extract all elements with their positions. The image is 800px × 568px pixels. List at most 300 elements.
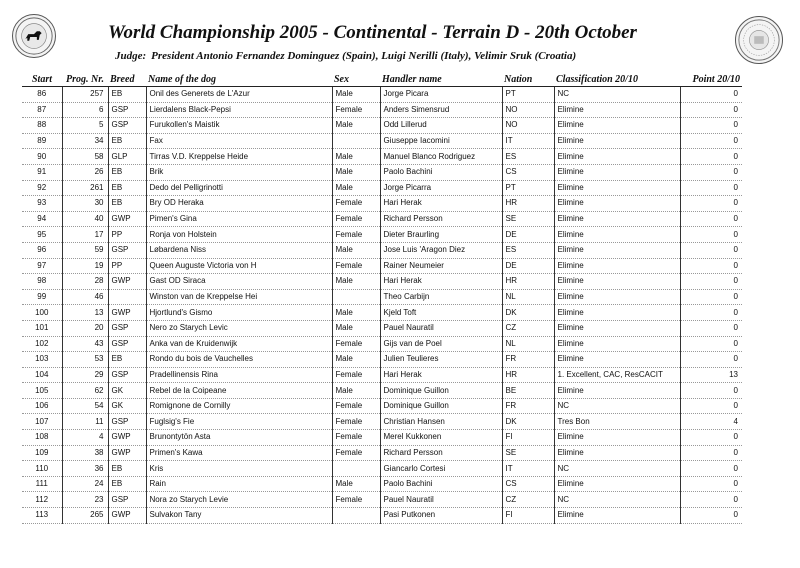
- classification-cell: Elimine: [554, 164, 680, 180]
- nation-cell: FR: [502, 398, 554, 414]
- column-header-sex: Sex: [332, 74, 380, 87]
- column-header-handler: Handler name: [380, 74, 502, 87]
- breed-cell: EB: [108, 180, 146, 196]
- dog-name-cell: Lierdalens Black-Pepsi: [146, 102, 332, 118]
- prog-nr-cell: 34: [62, 133, 108, 149]
- nation-cell: PT: [502, 180, 554, 196]
- handler-cell: Jose Luis 'Aragon Diez: [380, 242, 502, 258]
- classification-cell: Elimine: [554, 133, 680, 149]
- nation-cell: ES: [502, 242, 554, 258]
- dog-name-cell: Bry OD Heraka: [146, 196, 332, 212]
- classification-cell: Elimine: [554, 211, 680, 227]
- points-cell: 0: [680, 430, 742, 446]
- classification-cell: Elimine: [554, 430, 680, 446]
- breed-cell: GWP: [108, 430, 146, 446]
- classification-cell: Tres Bon: [554, 414, 680, 430]
- breed-cell: GSP: [108, 367, 146, 383]
- start-cell: 97: [22, 258, 62, 274]
- handler-cell: Dominique Guillon: [380, 398, 502, 414]
- seal-emblem-icon: [736, 17, 782, 63]
- handler-cell: Theo Carbijn: [380, 289, 502, 305]
- points-cell: 0: [680, 383, 742, 399]
- sex-cell: Female: [332, 227, 380, 243]
- handler-cell: Rainer Neumeier: [380, 258, 502, 274]
- handler-cell: Christian Hansen: [380, 414, 502, 430]
- points-cell: 0: [680, 227, 742, 243]
- start-cell: 87: [22, 102, 62, 118]
- nation-cell: PT: [502, 87, 554, 103]
- points-cell: 0: [680, 274, 742, 290]
- start-cell: 101: [22, 320, 62, 336]
- sex-cell: Male: [332, 164, 380, 180]
- column-header-dog-name: Name of the dog: [146, 74, 332, 87]
- nation-cell: DE: [502, 258, 554, 274]
- points-cell: 0: [680, 398, 742, 414]
- prog-nr-cell: 13: [62, 305, 108, 321]
- classification-cell: Elimine: [554, 242, 680, 258]
- prog-nr-cell: 23: [62, 492, 108, 508]
- dog-name-cell: Rain: [146, 476, 332, 492]
- table-header-row: [22, 74, 742, 87]
- points-cell: 0: [680, 102, 742, 118]
- sex-cell: Male: [332, 149, 380, 165]
- points-cell: 0: [680, 242, 742, 258]
- dog-name-cell: Brik: [146, 164, 332, 180]
- points-cell: 13: [680, 367, 742, 383]
- classification-cell: Elimine: [554, 180, 680, 196]
- points-cell: 4: [680, 414, 742, 430]
- nation-cell: FI: [502, 508, 554, 524]
- dog-name-cell: Pradellinensis Rina: [146, 367, 332, 383]
- sex-cell: Female: [332, 336, 380, 352]
- prog-nr-cell: 36: [62, 461, 108, 477]
- sex-cell: Female: [332, 258, 380, 274]
- start-cell: 106: [22, 398, 62, 414]
- handler-cell: Anders Simensrud: [380, 102, 502, 118]
- breed-cell: GWP: [108, 508, 146, 524]
- start-cell: 98: [22, 274, 62, 290]
- prog-nr-cell: 29: [62, 367, 108, 383]
- start-cell: 92: [22, 180, 62, 196]
- points-cell: 0: [680, 164, 742, 180]
- handler-cell: Pasi Putkonen: [380, 508, 502, 524]
- sex-cell: Female: [332, 367, 380, 383]
- points-cell: 0: [680, 305, 742, 321]
- handler-cell: Giancarlo Cortesi: [380, 461, 502, 477]
- dog-name-cell: Primen's Kawa: [146, 445, 332, 461]
- sex-cell: Female: [332, 196, 380, 212]
- handler-cell: Giuseppe Iacomini: [380, 133, 502, 149]
- sex-cell: Female: [332, 445, 380, 461]
- classification-cell: Elimine: [554, 149, 680, 165]
- prog-nr-cell: 26: [62, 164, 108, 180]
- sex-cell: Male: [332, 87, 380, 103]
- dog-name-cell: Fax: [146, 133, 332, 149]
- handler-cell: Kjeld Toft: [380, 305, 502, 321]
- start-cell: 113: [22, 508, 62, 524]
- prog-nr-cell: 24: [62, 476, 108, 492]
- start-cell: 99: [22, 289, 62, 305]
- start-cell: 90: [22, 149, 62, 165]
- handler-cell: Dominique Guillon: [380, 383, 502, 399]
- handler-cell: Paolo Bachini: [380, 476, 502, 492]
- points-cell: 0: [680, 476, 742, 492]
- points-cell: 0: [680, 180, 742, 196]
- handler-cell: Manuel Blanco Rodriguez: [380, 149, 502, 165]
- table-row: [22, 180, 742, 196]
- table-row: [22, 383, 742, 399]
- dog-name-cell: Løbardena Niss: [146, 242, 332, 258]
- sex-cell: Male: [332, 476, 380, 492]
- prog-nr-cell: 5: [62, 118, 108, 134]
- classification-cell: Elimine: [554, 305, 680, 321]
- prog-nr-cell: 54: [62, 398, 108, 414]
- dog-name-cell: Sulvakon Tany: [146, 508, 332, 524]
- table-row: [22, 445, 742, 461]
- breed-cell: GSP: [108, 118, 146, 134]
- breed-cell: EB: [108, 461, 146, 477]
- breed-cell: GSP: [108, 242, 146, 258]
- dog-name-cell: Rondo du bois de Vauchelles: [146, 352, 332, 368]
- dog-name-cell: Ronja von Holstein: [146, 227, 332, 243]
- sex-cell: [332, 508, 380, 524]
- dog-name-cell: Tirras V.D. Kreppelse Heide: [146, 149, 332, 165]
- dog-name-cell: Queen Auguste Victoria von H: [146, 258, 332, 274]
- start-cell: 112: [22, 492, 62, 508]
- table-row: [22, 211, 742, 227]
- dog-name-cell: Hjortlund's Gismo: [146, 305, 332, 321]
- classification-cell: Elimine: [554, 508, 680, 524]
- dog-name-cell: Anka van de Kruidenwijk: [146, 336, 332, 352]
- breed-cell: EB: [108, 196, 146, 212]
- dog-name-cell: Romignone de Cornilly: [146, 398, 332, 414]
- start-cell: 89: [22, 133, 62, 149]
- breed-cell: EB: [108, 164, 146, 180]
- nation-cell: SE: [502, 445, 554, 461]
- prog-nr-cell: 261: [62, 180, 108, 196]
- points-cell: 0: [680, 508, 742, 524]
- classification-cell: Elimine: [554, 289, 680, 305]
- prog-nr-cell: 4: [62, 430, 108, 446]
- nation-cell: SE: [502, 211, 554, 227]
- breed-cell: GSP: [108, 414, 146, 430]
- classification-cell: NC: [554, 492, 680, 508]
- table-row: [22, 476, 742, 492]
- sex-cell: Female: [332, 211, 380, 227]
- start-cell: 108: [22, 430, 62, 446]
- prog-nr-cell: 19: [62, 258, 108, 274]
- handler-cell: Dieter Braurling: [380, 227, 502, 243]
- table-row: [22, 336, 742, 352]
- breed-cell: EB: [108, 87, 146, 103]
- sex-cell: Male: [332, 274, 380, 290]
- table-row: [22, 414, 742, 430]
- prog-nr-cell: 6: [62, 102, 108, 118]
- breed-cell: GSP: [108, 492, 146, 508]
- start-cell: 105: [22, 383, 62, 399]
- column-header-classification: Classification 20/10: [554, 74, 680, 87]
- nation-cell: DE: [502, 227, 554, 243]
- dog-name-cell: Fuglsig's Fie: [146, 414, 332, 430]
- breed-cell: EB: [108, 476, 146, 492]
- table-row: [22, 227, 742, 243]
- nation-cell: DK: [502, 414, 554, 430]
- prog-nr-cell: 62: [62, 383, 108, 399]
- start-cell: 100: [22, 305, 62, 321]
- table-row: [22, 164, 742, 180]
- table-row: [22, 492, 742, 508]
- dog-name-cell: Gast OD Siraca: [146, 274, 332, 290]
- dog-name-cell: Nora zo Starych Levie: [146, 492, 332, 508]
- nation-cell: DK: [502, 305, 554, 321]
- sex-cell: Male: [332, 118, 380, 134]
- nation-cell: CZ: [502, 320, 554, 336]
- breed-cell: PP: [108, 227, 146, 243]
- breed-cell: GWP: [108, 274, 146, 290]
- classification-cell: 1. Excellent, CAC, ResCACIT: [554, 367, 680, 383]
- classification-cell: NC: [554, 87, 680, 103]
- sex-cell: Male: [332, 352, 380, 368]
- prog-nr-cell: 265: [62, 508, 108, 524]
- championship-seal-logo: [735, 16, 783, 64]
- breed-cell: GWP: [108, 211, 146, 227]
- points-cell: 0: [680, 289, 742, 305]
- prog-nr-cell: 257: [62, 87, 108, 103]
- table-row: [22, 196, 742, 212]
- prog-nr-cell: 30: [62, 196, 108, 212]
- results-table: [22, 74, 742, 524]
- table-row: [22, 320, 742, 336]
- nation-cell: IT: [502, 133, 554, 149]
- sex-cell: Male: [332, 242, 380, 258]
- handler-cell: Jorge Picara: [380, 87, 502, 103]
- fci-dog-logo: [12, 14, 56, 58]
- table-row: [22, 274, 742, 290]
- points-cell: 0: [680, 149, 742, 165]
- dog-name-cell: Nero zo Starych Levic: [146, 320, 332, 336]
- table-row: [22, 118, 742, 134]
- breed-cell: GWP: [108, 305, 146, 321]
- handler-cell: Hari Herak: [380, 367, 502, 383]
- dog-emblem-icon: [13, 15, 55, 57]
- table-row: [22, 87, 742, 103]
- sex-cell: Male: [332, 305, 380, 321]
- table-row: [22, 258, 742, 274]
- table-row: [22, 430, 742, 446]
- handler-cell: Richard Persson: [380, 445, 502, 461]
- table-row: [22, 461, 742, 477]
- table-row: [22, 352, 742, 368]
- nation-cell: FR: [502, 352, 554, 368]
- table-row: [22, 367, 742, 383]
- prog-nr-cell: 59: [62, 242, 108, 258]
- classification-cell: NC: [554, 461, 680, 477]
- classification-cell: Elimine: [554, 196, 680, 212]
- breed-cell: GSP: [108, 102, 146, 118]
- start-cell: 110: [22, 461, 62, 477]
- nation-cell: NL: [502, 336, 554, 352]
- start-cell: 88: [22, 118, 62, 134]
- points-cell: 0: [680, 352, 742, 368]
- start-cell: 86: [22, 87, 62, 103]
- judge-names: President Antonio Fernandez Dominguez (Spain), Luigi Nerilli (Italy), Velimir Sruk (Croatia): [151, 50, 577, 62]
- sex-cell: Male: [332, 320, 380, 336]
- breed-cell: GK: [108, 383, 146, 399]
- column-header-start: Start: [22, 74, 62, 87]
- points-cell: 0: [680, 211, 742, 227]
- column-header-breed: Breed: [108, 74, 146, 87]
- points-cell: 0: [680, 196, 742, 212]
- sex-cell: [332, 133, 380, 149]
- nation-cell: HR: [502, 274, 554, 290]
- classification-cell: Elimine: [554, 352, 680, 368]
- handler-cell: Merel Kukkonen: [380, 430, 502, 446]
- prog-nr-cell: 58: [62, 149, 108, 165]
- classification-cell: Elimine: [554, 320, 680, 336]
- points-cell: 0: [680, 492, 742, 508]
- table-row: [22, 102, 742, 118]
- table-row: [22, 305, 742, 321]
- nation-cell: CS: [502, 476, 554, 492]
- sex-cell: Female: [332, 102, 380, 118]
- start-cell: 111: [22, 476, 62, 492]
- sex-cell: Female: [332, 492, 380, 508]
- prog-nr-cell: 17: [62, 227, 108, 243]
- nation-cell: ES: [502, 149, 554, 165]
- points-cell: 0: [680, 336, 742, 352]
- table-row: [22, 508, 742, 524]
- sex-cell: [332, 461, 380, 477]
- sex-cell: Female: [332, 398, 380, 414]
- handler-cell: Pauel Nauratil: [380, 492, 502, 508]
- points-cell: 0: [680, 320, 742, 336]
- breed-cell: GWP: [108, 445, 146, 461]
- handler-cell: Pauel Nauratil: [380, 320, 502, 336]
- table-row: [22, 149, 742, 165]
- table-row: [22, 289, 742, 305]
- sex-cell: Female: [332, 414, 380, 430]
- classification-cell: Elimine: [554, 227, 680, 243]
- handler-cell: Jorge Picarra: [380, 180, 502, 196]
- start-cell: 109: [22, 445, 62, 461]
- nation-cell: HR: [502, 196, 554, 212]
- handler-cell: Julien Teulieres: [380, 352, 502, 368]
- handler-cell: Hari Herak: [380, 274, 502, 290]
- start-cell: 94: [22, 211, 62, 227]
- start-cell: 91: [22, 164, 62, 180]
- handler-cell: Hari Herak: [380, 196, 502, 212]
- classification-cell: Elimine: [554, 383, 680, 399]
- dog-name-cell: Pimen's Gina: [146, 211, 332, 227]
- prog-nr-cell: 43: [62, 336, 108, 352]
- start-cell: 93: [22, 196, 62, 212]
- points-cell: 0: [680, 445, 742, 461]
- results-body: [22, 87, 742, 524]
- nation-cell: CZ: [502, 492, 554, 508]
- sex-cell: Male: [332, 180, 380, 196]
- dog-name-cell: Rebel de la Coipeane: [146, 383, 332, 399]
- classification-cell: Elimine: [554, 445, 680, 461]
- breed-cell: GSP: [108, 320, 146, 336]
- dog-name-cell: Kris: [146, 461, 332, 477]
- start-cell: 103: [22, 352, 62, 368]
- table-row: [22, 133, 742, 149]
- points-cell: 0: [680, 461, 742, 477]
- nation-cell: NL: [502, 289, 554, 305]
- table-row: [22, 398, 742, 414]
- classification-cell: Elimine: [554, 118, 680, 134]
- handler-cell: Richard Persson: [380, 211, 502, 227]
- table-row: [22, 242, 742, 258]
- classification-cell: Elimine: [554, 336, 680, 352]
- sex-cell: [332, 289, 380, 305]
- sex-cell: Female: [332, 430, 380, 446]
- judge-label: Judge:: [115, 50, 147, 62]
- breed-cell: GK: [108, 398, 146, 414]
- page-title: World Championship 2005 - Continental - Terrain D - 20th October: [108, 22, 637, 43]
- nation-cell: NO: [502, 118, 554, 134]
- classification-cell: Elimine: [554, 476, 680, 492]
- dog-name-cell: Onil des Generets de L'Azur: [146, 87, 332, 103]
- prog-nr-cell: 28: [62, 274, 108, 290]
- breed-cell: GLP: [108, 149, 146, 165]
- start-cell: 104: [22, 367, 62, 383]
- start-cell: 102: [22, 336, 62, 352]
- column-header-prog-nr: Prog. Nr.: [62, 74, 108, 87]
- column-header-points: Point 20/10: [680, 74, 742, 87]
- prog-nr-cell: 46: [62, 289, 108, 305]
- dog-name-cell: Winston van de Kreppelse Hei: [146, 289, 332, 305]
- sex-cell: Male: [332, 383, 380, 399]
- points-cell: 0: [680, 133, 742, 149]
- breed-cell: GSP: [108, 336, 146, 352]
- breed-cell: EB: [108, 352, 146, 368]
- prog-nr-cell: 53: [62, 352, 108, 368]
- breed-cell: EB: [108, 133, 146, 149]
- prog-nr-cell: 11: [62, 414, 108, 430]
- dog-name-cell: Dedo del Pelligrinotti: [146, 180, 332, 196]
- nation-cell: IT: [502, 461, 554, 477]
- points-cell: 0: [680, 87, 742, 103]
- start-cell: 96: [22, 242, 62, 258]
- classification-cell: Elimine: [554, 258, 680, 274]
- classification-cell: Elimine: [554, 102, 680, 118]
- breed-cell: [108, 289, 146, 305]
- points-cell: 0: [680, 258, 742, 274]
- breed-cell: PP: [108, 258, 146, 274]
- start-cell: 95: [22, 227, 62, 243]
- nation-cell: CS: [502, 164, 554, 180]
- nation-cell: NO: [502, 102, 554, 118]
- classification-cell: Elimine: [554, 274, 680, 290]
- dog-name-cell: Furukollen's Maistik: [146, 118, 332, 134]
- handler-cell: Odd Lillerud: [380, 118, 502, 134]
- nation-cell: FI: [502, 430, 554, 446]
- judges-line: [115, 50, 576, 62]
- prog-nr-cell: 20: [62, 320, 108, 336]
- prog-nr-cell: 40: [62, 211, 108, 227]
- nation-cell: HR: [502, 367, 554, 383]
- column-header-nation: Nation: [502, 74, 554, 87]
- start-cell: 107: [22, 414, 62, 430]
- handler-cell: Paolo Bachini: [380, 164, 502, 180]
- prog-nr-cell: 38: [62, 445, 108, 461]
- handler-cell: Gijs van de Poel: [380, 336, 502, 352]
- dog-name-cell: Brunontytön Asta: [146, 430, 332, 446]
- points-cell: 0: [680, 118, 742, 134]
- classification-cell: NC: [554, 398, 680, 414]
- nation-cell: BE: [502, 383, 554, 399]
